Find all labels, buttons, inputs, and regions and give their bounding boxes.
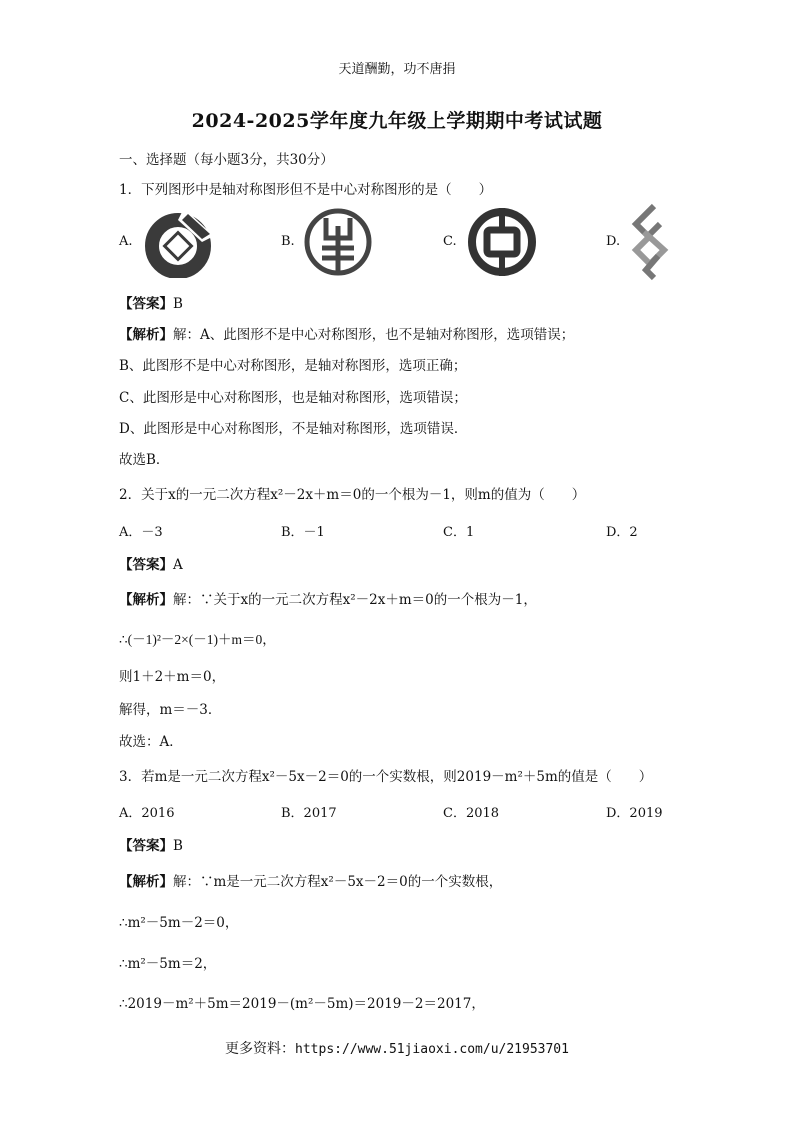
q1-analysis-line-4: D、此图形是中心对称图形，不是轴对称图形，选项错误． xyxy=(119,421,468,437)
q2-analysis-line-4: 解得，m＝－3． xyxy=(119,702,222,718)
page-footer xyxy=(0,1038,794,1058)
footer-label: 更多资料： xyxy=(225,1041,296,1057)
q3-option-c: C．2018 xyxy=(443,806,500,821)
q1-option-c-letter: C. xyxy=(443,234,457,249)
q2-analysis-line-3: 则1＋2＋m＝0， xyxy=(119,669,226,685)
footer-link[interactable]: https://www.51jiaoxi.com/u/21953701 xyxy=(295,1042,569,1057)
q3-option-b: B．2017 xyxy=(281,806,337,821)
section-heading: 一、选择题（每小题3分，共30分） xyxy=(119,152,334,168)
q2-analysis-line-1: 【解析】解：∵关于x的一元二次方程x²－2x＋m＝0的一个根为－1， xyxy=(119,592,537,608)
q3-analysis-line-4: ∴2019－m²＋5m＝2019－(m²－5m)＝2019－2＝2017， xyxy=(119,996,485,1012)
q1-analysis-line-1: 【解析】解：A、此图形不是中心对称图形，也不是轴对称图形，选项错误； xyxy=(119,327,575,343)
q2-conclusion: 故选：A． xyxy=(119,734,183,750)
exam-title: 2024-2025学年度九年级上学期期中考试试题 xyxy=(191,110,603,132)
bank-logo-boc-icon xyxy=(465,205,539,279)
q2-answer: 【答案】A xyxy=(119,557,183,573)
q1-option-b-letter: B. xyxy=(281,234,295,249)
q3-analysis-line-2: ∴m²－5m－2＝0， xyxy=(119,915,239,931)
question-1-stem: 1．下列图形中是轴对称图形但不是中心对称图形的是（ ） xyxy=(119,182,493,198)
q3-option-a: A．2016 xyxy=(119,806,175,821)
bank-logo-abc-icon xyxy=(302,206,374,278)
q2-option-d: D．2 xyxy=(606,525,638,540)
q3-analysis-line-1: 【解析】解：∵m是一元二次方程x²－5x－2＝0的一个实数根， xyxy=(119,874,503,890)
q2-analysis-line-2: ∴(－1)²－2×(－1)＋m＝0， xyxy=(119,632,276,647)
bank-logo-s-icon xyxy=(624,202,676,282)
q1-analysis-line-3: C、此图形是中心对称图形，也是轴对称图形，选项错误； xyxy=(119,390,467,406)
q3-option-d: D．2019 xyxy=(606,806,663,821)
q2-option-b: B．－1 xyxy=(281,525,325,540)
question-2-stem: 2．关于x的一元二次方程x²－2x＋m＝0的一个根为－1，则m的值为（ ） xyxy=(119,487,586,503)
q1-conclusion: 故选B． xyxy=(119,452,170,468)
bank-logo-ccb-icon xyxy=(140,206,216,278)
q1-answer: 【答案】B xyxy=(119,296,183,312)
page-motto: 天道酬勤，功不唐捐 xyxy=(338,62,456,77)
q3-analysis-line-3: ∴m²－5m＝2， xyxy=(119,956,217,972)
q1-option-d-letter: D. xyxy=(606,234,621,249)
q1-option-a-letter: A. xyxy=(119,234,133,249)
q2-option-c: C．1 xyxy=(443,525,475,540)
question-3-stem: 3．若m是一元二次方程x²－5x－2＝0的一个实数根，则2019－m²＋5m的值是（ ） xyxy=(119,769,653,785)
q3-answer: 【答案】B xyxy=(119,838,183,854)
q2-option-a: A．－3 xyxy=(119,525,163,540)
q1-analysis-line-2: B、此图形不是中心对称图形，是轴对称图形，选项正确； xyxy=(119,358,467,374)
